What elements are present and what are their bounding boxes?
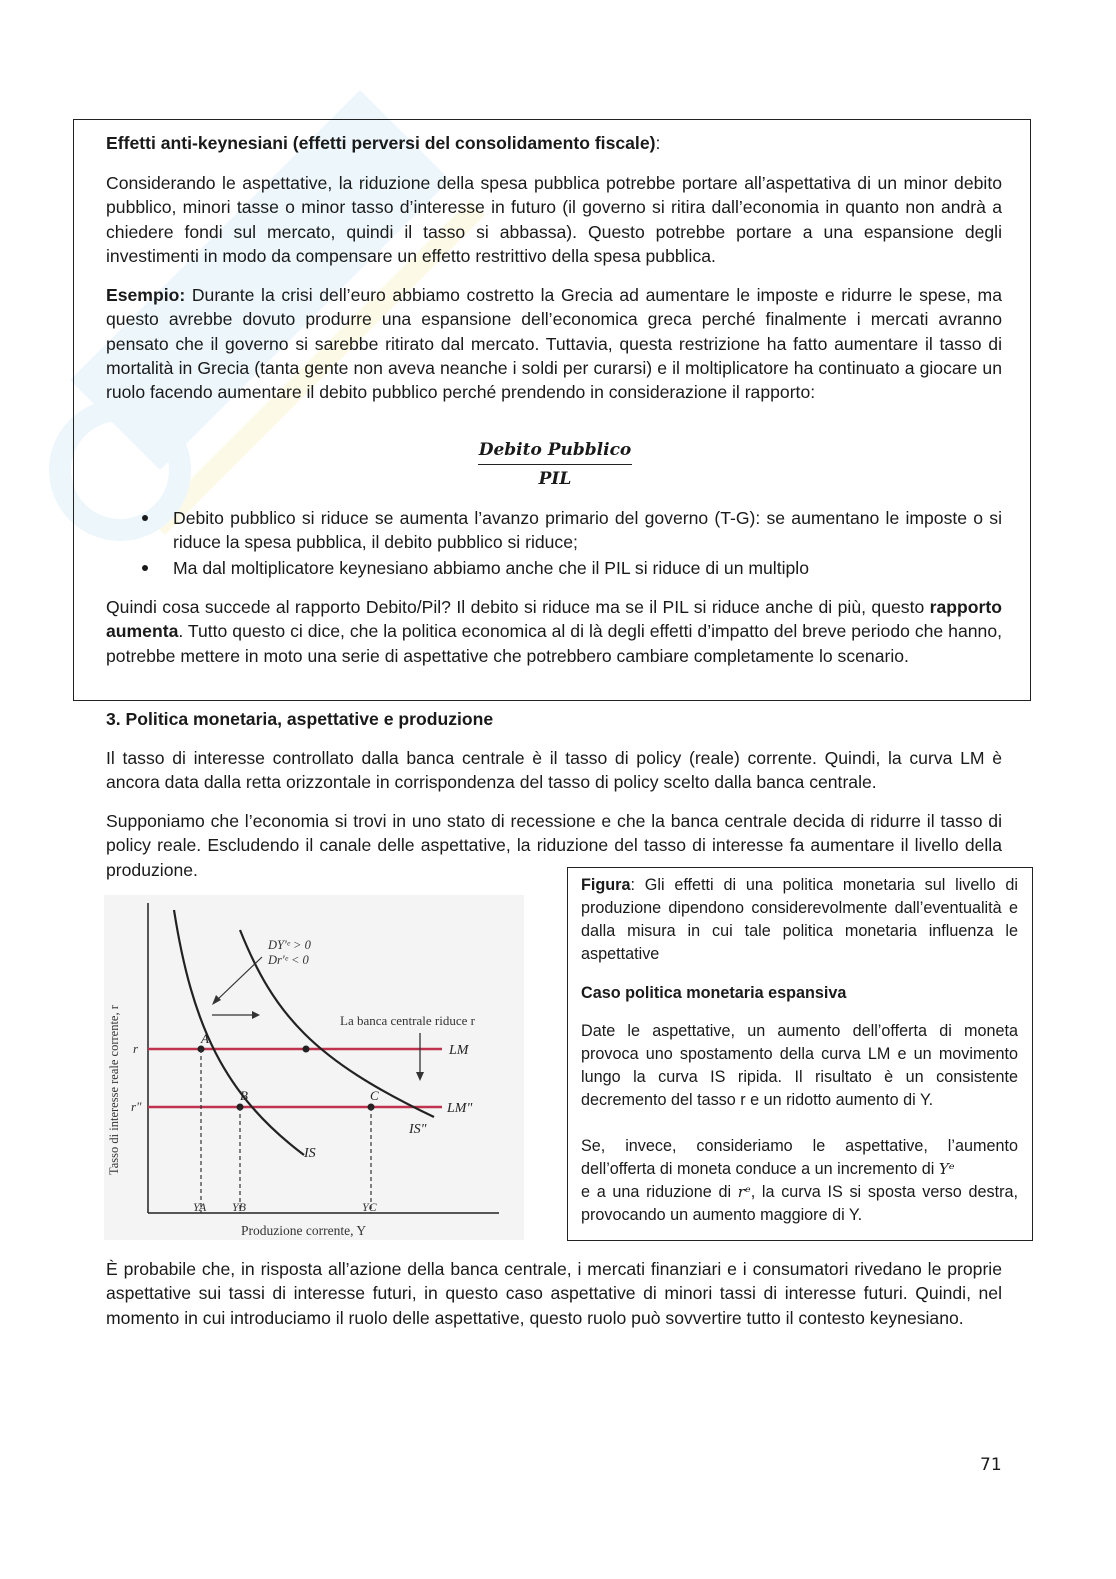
figure-subheading: Caso politica monetaria espansiva	[581, 984, 847, 1002]
example-label: Esempio:	[106, 285, 186, 305]
lm2-label: LM"	[447, 1101, 473, 1116]
point-mid	[303, 1046, 310, 1053]
section-paragraph-2: Supponiamo che l’economia si trovi in uno stato di recessione e che la banca centrale decida di ridurre il tasso di policy reale. Escludendo il canale delle aspettative, la riduzione del tasso di interesse fa aumentare il livello della produzione.	[106, 811, 1002, 880]
point-b-label: B	[240, 1088, 248, 1103]
closing-paragraph: È probabile che, in risposta all’azione della banca centrale, i mercati finanziari e i consumatori rivedano le proprie aspettative sui tassi di interesse futuri, in questo caso aspettative di minori tassi di interesse futuri. Quindi, nel momento in cui introduciamo il ruolo delle aspettative, questo ruolo può sovvertire tutto il contesto keynesiano.	[106, 1259, 1002, 1328]
box-paragraph-1: Considerando le aspettative, la riduzione della spesa pubblica potrebbe portare all’aspettativa di un minor debito pubblico, minori tasse o minor tasso d’interesse in futuro (il governo si ritira dall’economia in quanto non andrà a chiedere fondi sul mercato, quindi il tasso si abbassa). Questo potrebbe portare a una espansione degli investimenti in modo da compensare un effetto restrittivo della spesa pubblica.	[106, 173, 1002, 266]
bullet-item-1: Debito pubblico si riduce se aumenta l’avanzo primario del governo (T-G): se aumentano le imposte o si riduce la spesa pubblica, il debito pubblico si riduce;	[173, 508, 1002, 553]
figure-label: Figura	[581, 876, 631, 894]
bullet-icon	[142, 565, 148, 571]
is2-label: IS"	[409, 1122, 427, 1137]
bullet-item-2: Ma dal moltiplicatore keynesiano abbiamo anche che il PIL si riduce di un multiplo	[173, 558, 809, 578]
bullet-icon	[142, 515, 148, 521]
figure-caption: Figura: Gli effetti di una politica monetaria sul livello di produzione dipendono considerevolmente dall’eventualità e dalla misura in cui tale politica monetaria influenza le aspettative	[581, 876, 1018, 964]
page-number: 71	[980, 1455, 1002, 1475]
tick-yb: YB	[232, 1200, 247, 1214]
section-heading: 3. Politica monetaria, aspettative e produzione	[106, 709, 494, 729]
point-c-label: C	[370, 1088, 379, 1103]
box-conclusion: Quindi cosa succede al rapporto Debito/Pil? Il debito si riduce ma se il PIL si riduce anche di più, questo rapporto aumenta. Tutto questo ci dice, che la politica economica al di là degli effetti d’impatto del breve periodo che hanno, potrebbe mettere in moto una serie di aspettative che potrebbero cambiare completamente lo scenario.	[106, 597, 1002, 666]
tick-ya: YA	[193, 1200, 207, 1214]
debt-gdp-fraction: Debito Pubblico PIL	[478, 440, 632, 489]
lm-label: LM	[449, 1043, 469, 1058]
y-axis-label: Tasso di interesse reale corrente, r	[107, 1005, 121, 1175]
point-a-label: A	[201, 1031, 209, 1046]
figure-text-1: Date le aspettative, un aumento dell’offerta di moneta provoca uno spostamento della curva LM e un movimento lungo la curva IS ripida. Il risultato è un consistente decremento del tasso r e un ridotto aumento di Y.	[581, 1022, 1018, 1110]
is-lm-chart	[104, 895, 524, 1245]
annotation-dy: DY'ᵉ > 0	[268, 938, 311, 952]
example-paragraph: Esempio: Durante la crisi dell’euro abbiamo costretto la Grecia ad aumentare le imposte e ridurre le spese, ma questo avrebbe dovuto produrre una espansione dell’economica greca perché finalmente i mercati avranno pensato che il governo si sarebbe ritirato dal mercato. Tuttavia, questa restrizione ha fatto aumentare il tasso di mortalità in Grecia (tanta gente non aveva neanche i soldi per curarsi) e il moltiplicatore ha continuato a giocare un ruolo facendo aumentare il debito pubblico perché prendendo in considerazione il rapporto:	[106, 285, 1002, 403]
tick-r2: r"	[131, 1099, 142, 1114]
x-axis-label: Produzione corrente, Y	[241, 1223, 367, 1238]
section-paragraph-1: Il tasso di interesse controllato dalla banca centrale è il tasso di policy (reale) corrente. Quindi, la curva LM è ancora data dalla retta orizzontale in corrispondenza del tasso di policy scelto dalla banca centrale.	[106, 748, 1002, 793]
figure-text-2: Se, invece, consideriamo le aspettative, l’aumento dell’offerta di moneta conduce a un incremento di Yᵉ e a una riduzione di rᵉ, la curva IS si sposta verso destra, provocando un aumento maggiore di Y.	[581, 1137, 1018, 1225]
box-heading: Effetti anti-keynesiani (effetti perversi del consolidamento fiscale):	[106, 133, 661, 153]
tick-r: r	[133, 1041, 139, 1056]
is-label: IS	[304, 1146, 316, 1161]
annotation-dr: Dr'ᵉ < 0	[268, 953, 309, 967]
annotation-bank: La banca centrale riduce r	[340, 1013, 475, 1028]
tick-yc: YC	[362, 1200, 377, 1214]
